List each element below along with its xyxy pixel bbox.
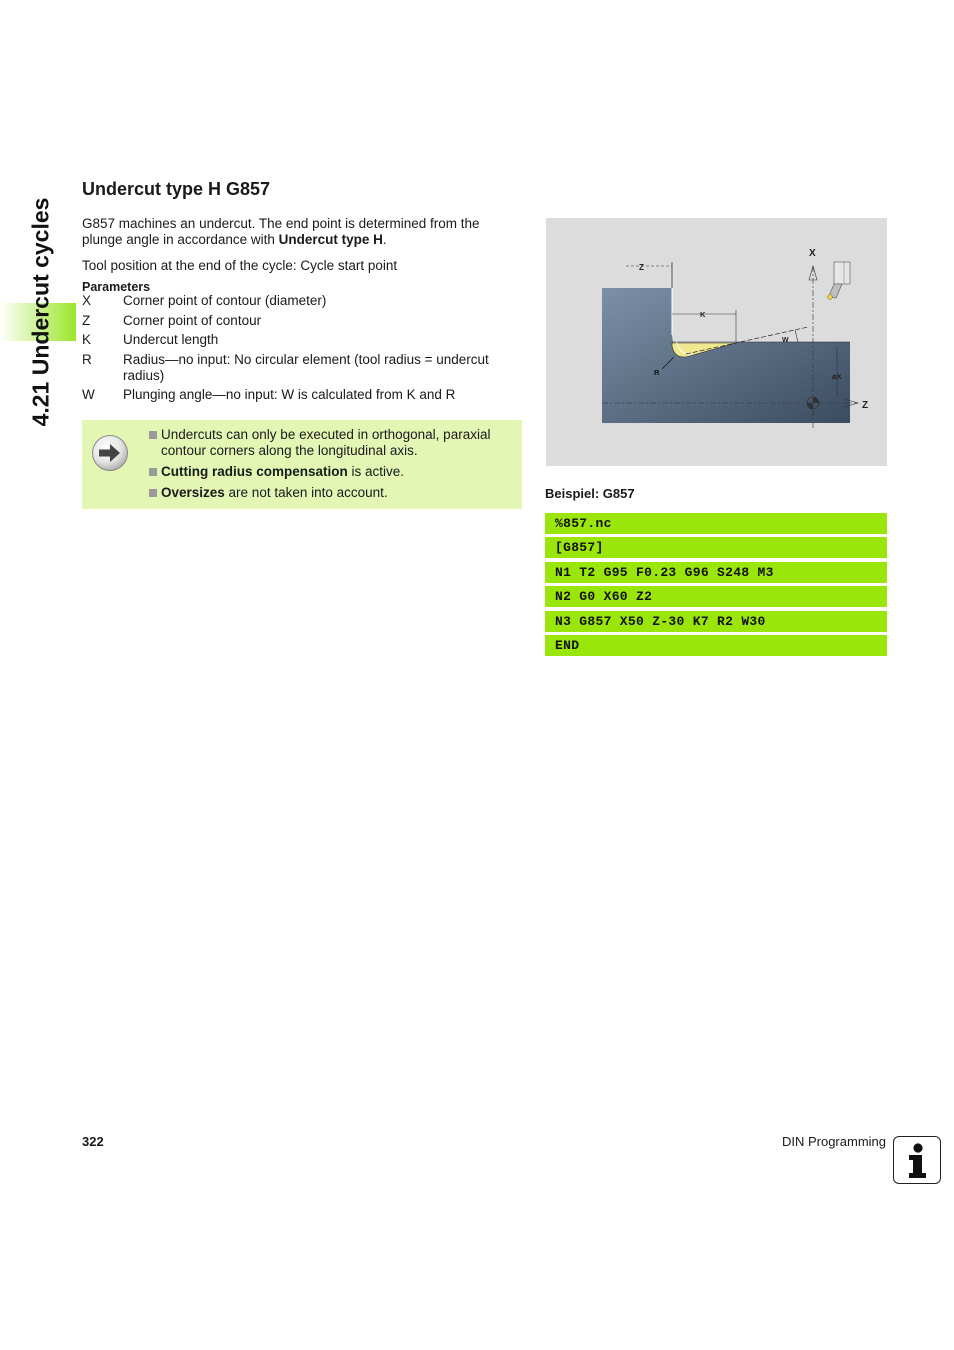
intro-bold-term: Undercut type H — [278, 232, 383, 247]
parameter-row — [82, 313, 522, 329]
arrow-right-icon — [91, 434, 129, 477]
info-icon — [893, 1136, 941, 1184]
parameter-key: K — [82, 332, 92, 347]
code-line: N2 G0 X60 Z2 — [545, 586, 887, 607]
parameter-description: Corner point of contour (diameter) — [123, 293, 327, 308]
parameter-row — [82, 352, 522, 384]
parameter-list — [82, 293, 522, 407]
square-bullet-icon — [149, 468, 157, 476]
tool-holder — [834, 262, 850, 284]
note-box — [82, 420, 522, 509]
x-axis-label: X — [809, 248, 816, 259]
parameter-key: Z — [82, 312, 91, 328]
code-line: [G857] — [545, 537, 887, 558]
note-bold: Oversizes — [161, 485, 225, 500]
page-number: 322 — [82, 1134, 104, 1149]
z-top-label: Z — [639, 263, 644, 272]
parameter-row — [82, 387, 522, 403]
code-line: N1 T2 G95 F0.23 G96 S248 M3 — [545, 562, 887, 583]
parameter-description: Undercut length — [123, 332, 219, 347]
tool-position-text: Tool position at the end of the cycle: Cycle start point — [82, 258, 398, 273]
intro-paragraph — [82, 216, 522, 248]
intro-text: G857 machines an undercut. The end point is determined from the plunge angle in accordance with — [82, 216, 480, 247]
parameter-key: X — [82, 293, 92, 308]
code-line: END — [545, 635, 887, 656]
note-text: are not taken into account. — [224, 485, 388, 500]
section-title: Undercut type H G857 — [82, 179, 271, 199]
r-label: R — [654, 368, 660, 377]
code-line: %857.nc — [545, 513, 887, 534]
undercut-diagram — [546, 218, 887, 466]
k-label: K — [700, 310, 706, 319]
footer-section-name: DIN Programming — [781, 1134, 886, 1149]
note-text: is active. — [347, 464, 405, 479]
example-caption: Beispiel: G857 — [545, 486, 635, 501]
note-list — [149, 427, 511, 506]
parameters-heading: Parameters — [82, 280, 151, 294]
square-bullet-icon — [149, 431, 157, 439]
tool-tip — [828, 295, 833, 300]
note-bold: Cutting radius compensation — [161, 464, 348, 479]
square-bullet-icon — [149, 489, 157, 497]
example-code-block — [545, 513, 887, 659]
parameter-description: Corner point of contour — [123, 312, 262, 328]
parameter-key: W — [82, 387, 95, 402]
z-axis-label: Z — [862, 400, 869, 411]
note-item — [149, 485, 511, 501]
note-item — [149, 427, 511, 459]
note-item — [149, 464, 511, 480]
w-label: W — [782, 337, 789, 344]
code-line: N3 G857 X50 Z-30 K7 R2 W30 — [545, 611, 887, 632]
side-tab-label: 4.21 Undercut cycles — [27, 197, 54, 427]
parameter-key: R — [82, 351, 92, 367]
note-text: Undercuts can only be executed in orthogonal, paraxial contour corners along the longitudinal axis. — [161, 427, 491, 458]
intro-end: . — [382, 232, 387, 247]
parameter-description: Radius—no input: No circular element (tool radius = undercut radius) — [123, 351, 489, 383]
parameter-description: Plunging angle—no input: W is calculated from K and R — [123, 387, 456, 402]
parameter-row — [82, 332, 522, 348]
diameter-x-label: øX — [832, 372, 842, 381]
parameter-row — [82, 293, 522, 309]
